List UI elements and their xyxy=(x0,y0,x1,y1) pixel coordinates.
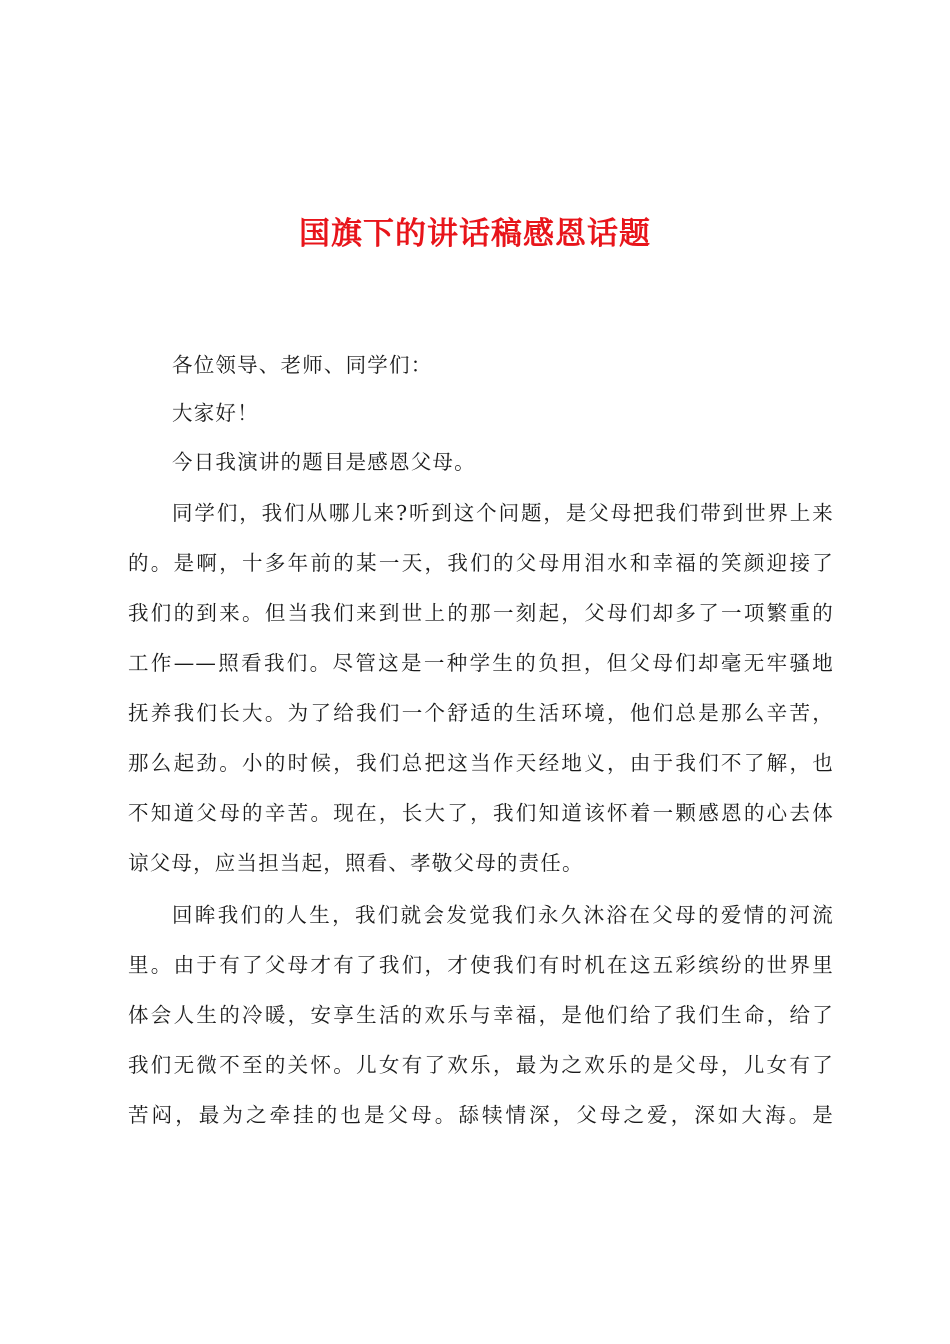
paragraph-2-line-5: 苦闷，最为之牵挂的也是父母。舔犊情深，父母之爱，深如大海。是 xyxy=(128,1103,834,1127)
paragraph-1-line-1: 同学们，我们从哪儿来?听到这个问题，是父母把我们带到世界上来 xyxy=(172,501,834,525)
paragraph-1-line-4: 工作——照看我们。尽管这是一种学生的负担，但父母们却毫无牢骚地 xyxy=(128,651,834,675)
document-title: 国旗下的讲话稿感恩话题 xyxy=(299,216,651,252)
salutation-line: 各位领导、老师、同学们： xyxy=(172,353,433,377)
paragraph-1-line-5: 抚养我们长大。为了给我们一个舒适的生活环境，他们总是那么辛苦， xyxy=(128,701,834,725)
paragraph-2-line-3: 体会人生的冷暖，安享生活的欢乐与幸福，是他们给了我们生命，给了 xyxy=(128,1003,834,1027)
paragraph-2-line-2: 里。由于有了父母才有了我们，才使我们有时机在这五彩缤纷的世界里 xyxy=(128,953,834,977)
paragraph-1-line-2: 的。是啊，十多年前的某一天，我们的父母用泪水和幸福的笑颜迎接了 xyxy=(128,551,834,575)
paragraph-1-line-7: 不知道父母的辛苦。现在，长大了，我们知道该怀着一颗感恩的心去体 xyxy=(128,801,834,825)
greeting-line: 大家好！ xyxy=(172,401,259,425)
paragraph-1-line-8: 谅父母，应当担当起，照看、孝敬父母的责任。 xyxy=(128,851,584,875)
paragraph-1-line-6: 那么起劲。小的时候，我们总把这当作天经地义，由于我们不了解，也 xyxy=(128,751,834,775)
paragraph-2-line-4: 我们无微不至的关怀。儿女有了欢乐，最为之欢乐的是父母，儿女有了 xyxy=(128,1053,834,1077)
paragraph-1-line-3: 我们的到来。但当我们来到世上的那一刻起，父母们却多了一项繁重的 xyxy=(128,601,834,625)
topic-line: 今日我演讲的题目是感恩父母。 xyxy=(172,450,476,474)
paragraph-2-line-1: 回眸我们的人生，我们就会发觉我们永久沐浴在父母的爱情的河流 xyxy=(172,903,834,927)
